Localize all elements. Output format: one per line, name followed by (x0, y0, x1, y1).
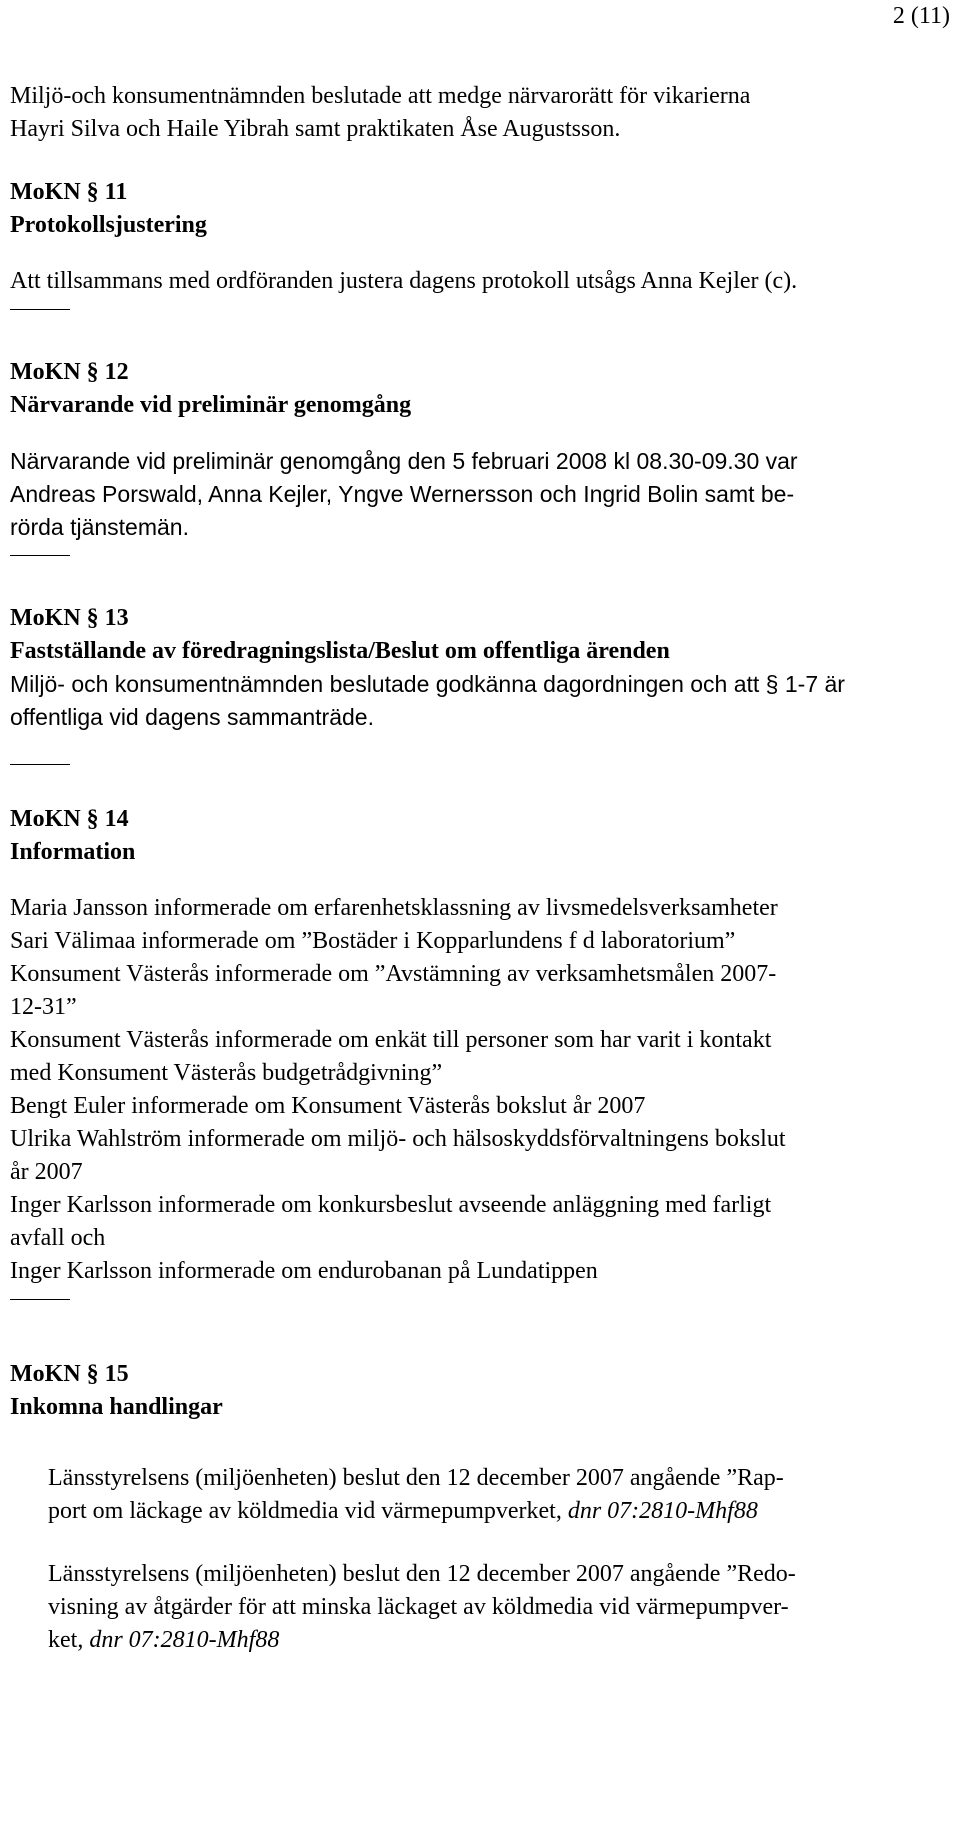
intro-line: Hayri Silva och Haile Yibrah samt praktikaten Åse Augustsson. (10, 116, 621, 142)
section-13-text (10, 668, 950, 734)
incoming-document-text: port om läckage av köldmedia vid värmepumpverket, (48, 1498, 568, 1524)
incoming-document-line: Länsstyrelsens (miljöenheten) beslut den 12 december 2007 angående ”Redo- (48, 1561, 796, 1587)
section-11-title: Protokollsjustering (10, 212, 207, 238)
incoming-document-text: ket, (48, 1627, 90, 1653)
section-14-line: Inger Karlsson informerade om konkursbeslut avseende anläggning med farligt (10, 1192, 772, 1218)
section-14-number: MoKN § 14 (10, 806, 129, 832)
section-12-title: Närvarande vid preliminär genomgång (10, 392, 412, 418)
incoming-document-item (10, 1558, 950, 1657)
section-14-line: Ulrika Wahlström informerade om miljö- och hälsoskyddsförvaltningens bokslut (10, 1126, 786, 1152)
section-12-heading (10, 356, 950, 422)
diary-number: dnr 07:2810-Mhf88 (89, 1627, 280, 1653)
section-12-number: MoKN § 12 (10, 359, 129, 385)
page-number: 2 (11) (892, 3, 950, 29)
section-14-line: Konsument Västerås informerade om enkät till personer som har varit i kontakt (10, 1027, 772, 1053)
diary-number: dnr 07:2810-Mhf88 (567, 1498, 758, 1524)
section-15-number: MoKN § 15 (10, 1361, 129, 1387)
incoming-document-line: visning av åtgärder för att minska läckaget av köldmedia vid värmepumpver- (48, 1594, 789, 1620)
section-12-line: rörda tjänstemän. (10, 514, 189, 540)
section-13-heading (10, 602, 950, 668)
incoming-document-line (48, 1624, 950, 1657)
incoming-document-line: Länsstyrelsens (miljöenheten) beslut den 12 december 2007 angående ”Rap- (48, 1465, 784, 1491)
section-11-line: Att tillsammans med ordföranden justera dagens protokoll utsågs Anna Kejler (c). (10, 268, 798, 294)
section-11-text (10, 265, 950, 298)
section-14-line: år 2007 (10, 1159, 83, 1185)
section-14-line: Maria Jansson informerade om erfarenhetsklassning av livsmedelsverksamheter (10, 895, 778, 921)
section-14-text (10, 892, 950, 1288)
intro-paragraph (10, 80, 950, 146)
section-14-line: Inger Karlsson informerade om endurobanan på Lundatippen (10, 1258, 598, 1284)
section-15-title: Inkomna handlingar (10, 1394, 223, 1420)
section-14-line: Konsument Västerås informerade om ”Avstämning av verksamhetsmålen 2007- (10, 961, 777, 987)
incoming-document-item (10, 1462, 950, 1528)
section-15-heading (10, 1358, 950, 1424)
section-14-line: Bengt Euler informerade om Konsument Västerås bokslut år 2007 (10, 1093, 646, 1119)
section-11-number: MoKN § 11 (10, 179, 128, 205)
section-11-heading (10, 176, 950, 242)
document-body (10, 80, 950, 1657)
section-14-line: med Konsument Västerås budgetrådgivning” (10, 1060, 443, 1086)
intro-line: Miljö-och konsumentnämnden beslutade att medge närvarorätt för vikarierna (10, 83, 751, 109)
incoming-document-line (48, 1495, 950, 1528)
section-12-text (10, 445, 950, 544)
section-13-title: Fastställande av föredragningslista/Beslut om offentliga ärenden (10, 638, 670, 664)
section-14-title: Information (10, 839, 136, 865)
section-14-heading (10, 803, 950, 869)
section-13-line: Miljö- och konsumentnämnden beslutade godkänna dagordningen och att § 1-7 är (10, 671, 845, 697)
section-14-line: 12-31” (10, 994, 77, 1020)
section-12-line: Närvarande vid preliminär genomgång den 5 februari 2008 kl 08.30-09.30 var (10, 448, 798, 474)
section-12-line: Andreas Porswald, Anna Kejler, Yngve Wernersson och Ingrid Bolin samt be- (10, 481, 795, 507)
section-13-number: MoKN § 13 (10, 605, 129, 631)
section-13-line: offentliga vid dagens sammanträde. (10, 704, 374, 730)
section-14-line: avfall och (10, 1225, 106, 1251)
section-14-line: Sari Välimaa informerade om ”Bostäder i Kopparlundens f d laboratorium” (10, 928, 736, 954)
